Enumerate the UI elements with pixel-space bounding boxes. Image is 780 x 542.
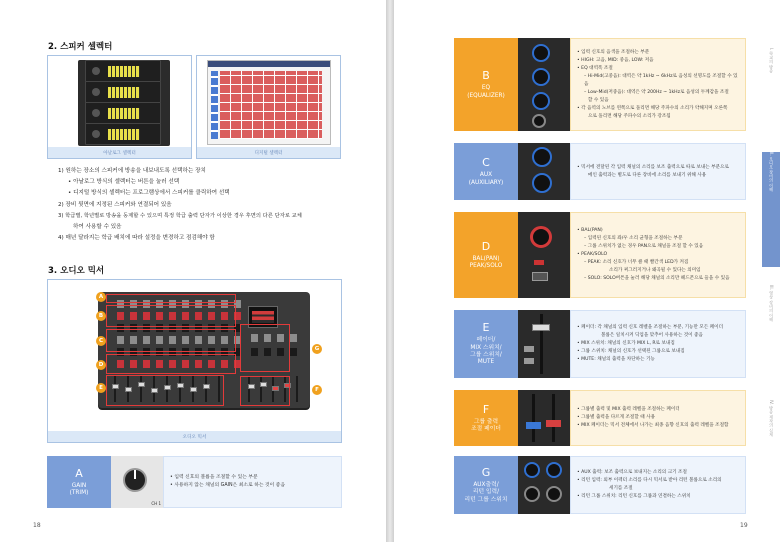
section-title-speaker-selector: 2. 스피커 셀렉터 bbox=[48, 42, 113, 52]
card-name-line: BAL(PAN) bbox=[472, 255, 500, 262]
note-item: 2) 장비 뒷면에 지정된 스피커와 연결되어 있음 bbox=[58, 201, 172, 208]
desc-line: 볼륨은 일치시켜 딕업을 맞추어 사용하는 것이 좋음 bbox=[601, 333, 703, 338]
highlight-aux bbox=[106, 329, 236, 352]
card-name-line: (TRIM) bbox=[69, 490, 89, 496]
card-letter: D bbox=[481, 239, 491, 253]
card-description bbox=[570, 38, 746, 131]
card-letter: E bbox=[482, 321, 490, 335]
card-tag bbox=[47, 456, 111, 508]
audio-mixer-figure bbox=[47, 279, 342, 443]
card-name-line: 조절 페이더 bbox=[471, 426, 501, 432]
card-letter: F bbox=[482, 402, 490, 416]
analog-selector-caption: 아날로그 셀렉터 bbox=[48, 147, 191, 158]
desc-line: • 그룹 스위치: 채널의 신호가 선택된 그룹으로 보내짐 bbox=[577, 349, 685, 354]
desc-line: • 입력 신호의 볼륨을 조절할 수 있는 부분 bbox=[170, 475, 258, 480]
card-name-line: 리턴 그룹 스위치 bbox=[464, 496, 508, 503]
desc-line: • 그룹별 출력 및 MIX 출력 레벨을 조절하는 페이더 bbox=[577, 407, 680, 412]
card-description bbox=[163, 456, 342, 508]
book-gutter bbox=[386, 0, 394, 542]
card-description bbox=[570, 456, 746, 514]
analog-selector-image bbox=[78, 60, 170, 146]
group-fader-photo bbox=[518, 390, 570, 446]
note-item: 3) 학급별, 학년별로 방송을 동제할 수 있으며 특정 학급 출력 단자가 이상한 경우 후면의 다른 단자로 교체 bbox=[58, 212, 302, 219]
desc-line: 으로 돌리면 해당 주파수의 소리가 강조됨 bbox=[588, 113, 671, 119]
desc-line: 메인 출력과는 별도로 다른 장비에 소리를 보내기 위해 사용 bbox=[588, 172, 707, 178]
right-page bbox=[394, 0, 780, 542]
aux-knobs-photo bbox=[518, 143, 570, 200]
note-item: 하여 사용할 수 있음 bbox=[73, 224, 122, 231]
section-title-audio-mixer: 3. 오디오 믹서 bbox=[48, 266, 105, 276]
note-item: 1) 원하는 장소의 스피커에 방송을 내보내도록 선택하는 장치 bbox=[58, 168, 206, 174]
desc-line: • MIX 페이더는 믹서 전체에서 나가는 최종 음향 신호의 출력 레벨을 조절함 bbox=[577, 423, 729, 428]
desc-line: – Low-Mid(저중음): 대역은 약 200Hz ~ 1kHz로 음성의 두께감을 조절 bbox=[584, 89, 729, 95]
note-item: • 아날로그 방식의 셀렉터는 버튼을 눌러 선택 bbox=[68, 179, 180, 186]
chapter-tab-2[interactable] bbox=[762, 152, 780, 267]
highlight-gain bbox=[106, 294, 236, 303]
chapter-tab-label: IV. 방송 제작의 실제 bbox=[769, 400, 774, 437]
card-name-line: MUTE bbox=[477, 359, 495, 366]
rack-unit bbox=[85, 123, 161, 145]
gain-knob-photo bbox=[111, 456, 163, 508]
rack-unit bbox=[85, 60, 161, 82]
analog-selector-figure bbox=[47, 55, 192, 159]
card-aux-return bbox=[454, 456, 746, 514]
digital-selector-figure bbox=[196, 55, 341, 159]
desc-line: • 사용하지 않는 채널의 GAIN은 최소로 하는 것이 좋음 bbox=[170, 483, 286, 488]
note-item: 4) 매년 달라지는 학급 배치에 따라 설정을 변경하고 점검해야 함 bbox=[58, 235, 215, 242]
speaker-selector-notes bbox=[58, 166, 358, 244]
digital-selector-caption: 디지털 셀렉터 bbox=[197, 147, 340, 158]
desc-line: – 그룹 스위치가 없는 경우 PAN으로 채널을 조절 할 수 있음 bbox=[584, 244, 704, 249]
digital-selector-image bbox=[207, 60, 331, 145]
card-name-line: (AUXILIARY) bbox=[468, 179, 504, 186]
desc-line: – SOLO: SOLO버튼을 눌러 해당 채널의 소리만 헤드폰으로 들을 수 있음 bbox=[584, 276, 730, 281]
card-pan bbox=[454, 212, 746, 298]
callout-f: F bbox=[312, 385, 322, 395]
desc-line: – PEAK: 소리 신호가 너무 클 때 빨간색 LED가 켜짐 bbox=[584, 260, 689, 265]
card-gain bbox=[47, 456, 342, 508]
card-letter: C bbox=[482, 156, 490, 170]
desc-line: • BAL(PAN) bbox=[577, 228, 603, 233]
card-aux bbox=[454, 143, 746, 200]
note-item: • 디지털 방식의 셀렉터는 프로그램상에서 스피커를 클릭하여 선택 bbox=[68, 190, 230, 197]
highlight-group bbox=[240, 376, 290, 406]
card-name-line: 페이더/ bbox=[476, 337, 496, 344]
chapter-tab-1[interactable] bbox=[762, 48, 780, 123]
rack-unit bbox=[85, 102, 161, 124]
callout-g: G bbox=[312, 344, 322, 354]
desc-line: • HIGH: 고음, MID: 중음, LOW: 저음 bbox=[577, 57, 654, 63]
desc-line: • 페이더: 각 채널의 입력 신호 레벨을 조절하는 부분, 기능만 모든 페이더 bbox=[577, 325, 724, 330]
desc-line: – Hi-Mid(고중음): 대역은 약 1kHz ~ 6kHz로 음성의 선명도를 조절할 수 있음 bbox=[584, 73, 738, 87]
card-tag bbox=[454, 38, 518, 131]
desc-line: • 리턴 입력: 외부 이펙터 소리를 다시 믹서로 받아 리턴 볼륨으로 소리의 bbox=[577, 478, 722, 483]
card-name-line: 리턴 입력/ bbox=[472, 489, 500, 496]
chapter-tab-3[interactable] bbox=[762, 285, 780, 380]
desc-line: 할 수 있음 bbox=[588, 97, 609, 103]
callout-e: E bbox=[96, 383, 106, 393]
left-page bbox=[0, 0, 386, 542]
card-group-fader bbox=[454, 390, 746, 446]
card-tag bbox=[454, 456, 518, 514]
card-name-line: 그룹 출력 bbox=[473, 418, 499, 425]
chapter-tab-4[interactable] bbox=[762, 400, 780, 480]
desc-line: – 입력된 신호의 좌/우 소리 균형을 조절하는 부분 bbox=[584, 236, 683, 241]
callout-a: A bbox=[96, 292, 106, 302]
page-number: 19 bbox=[740, 522, 748, 529]
card-fader bbox=[454, 310, 746, 378]
card-description bbox=[570, 390, 746, 446]
card-tag bbox=[454, 212, 518, 298]
card-name-line: PEAK/SOLO bbox=[469, 263, 503, 269]
desc-line: • MIX 스위치: 채널의 신호가 MIX L, R로 보내짐 bbox=[577, 341, 675, 346]
rack-unit bbox=[85, 81, 161, 103]
chapter-tab-label: I. 학교의 방송 bbox=[769, 48, 774, 73]
pan-knob-photo bbox=[518, 212, 570, 298]
desc-line: 세기를 조절 bbox=[609, 486, 633, 491]
desc-line: • 그룹별 출력을 다르게 조절할 때 사용 bbox=[577, 415, 656, 420]
card-description bbox=[570, 143, 746, 200]
page-number: 18 bbox=[33, 522, 41, 529]
highlight-aux-out bbox=[240, 324, 290, 372]
audio-mixer-caption: 오디오 믹서 bbox=[48, 431, 341, 442]
highlight-fader bbox=[106, 375, 224, 406]
fader-photo bbox=[518, 310, 570, 378]
card-name-line: (EQUALIZER) bbox=[467, 92, 505, 99]
highlight-pan bbox=[106, 354, 236, 374]
card-name-line: AUX출력/ bbox=[473, 481, 499, 488]
callout-d: D bbox=[96, 360, 106, 370]
card-tag bbox=[454, 143, 518, 200]
desc-line: • 리턴 그룹 스위치: 리턴 신호를 그룹과 연결하는 스위치 bbox=[577, 494, 691, 499]
chapter-tab-label: II. 오디오 장비의 이해 bbox=[769, 152, 774, 192]
chapter-tab-label: III. 영상 장비의 이해 bbox=[769, 285, 774, 322]
card-description bbox=[570, 212, 746, 298]
card-name-line: EQ bbox=[481, 85, 491, 92]
card-tag bbox=[454, 390, 518, 446]
desc-line: • 각 음역의 노브를 왼쪽으로 돌리면 해당 주파수의 소리가 약해지며 오른쪽 bbox=[577, 105, 728, 111]
card-letter: B bbox=[482, 69, 490, 83]
desc-line: • PEAK/SOLO bbox=[577, 252, 608, 257]
callout-b: B bbox=[96, 311, 106, 321]
card-name-line: AUX bbox=[479, 172, 493, 179]
desc-line: • EQ 대역폭 조절 bbox=[577, 65, 613, 71]
card-eq bbox=[454, 38, 746, 131]
card-tag bbox=[454, 310, 518, 378]
eq-knobs-photo bbox=[518, 38, 570, 131]
card-name-line: GAIN bbox=[71, 482, 87, 489]
desc-line: 소리가 찌그러지거나 왜곡될 수 있다는 의미임 bbox=[609, 268, 701, 273]
channel-label: CH 1 bbox=[151, 501, 161, 506]
highlight-eq bbox=[106, 305, 236, 327]
card-description bbox=[570, 310, 746, 378]
card-name-line: 그룹 스위치/ bbox=[470, 352, 502, 358]
aux-return-photo bbox=[518, 456, 570, 514]
desc-line: • AUX 출력: 보조 출력으로 보내지는 소리의 크기 조절 bbox=[577, 470, 687, 475]
callout-c: C bbox=[96, 336, 106, 346]
desc-line: • MUTE: 채널의 출력을 차단하는 기능 bbox=[577, 357, 655, 362]
card-letter: A bbox=[75, 466, 83, 480]
card-letter: G bbox=[481, 465, 491, 479]
desc-line: • 입력 신호의 음색을 조절하는 부분 bbox=[577, 49, 650, 55]
desc-line: • 믹서에 전달된 각 입력 채널의 소리를 보조 출력으로 따로 보내는 부분으로 bbox=[577, 164, 729, 170]
card-name-line: MIX 스위치/ bbox=[470, 344, 502, 351]
